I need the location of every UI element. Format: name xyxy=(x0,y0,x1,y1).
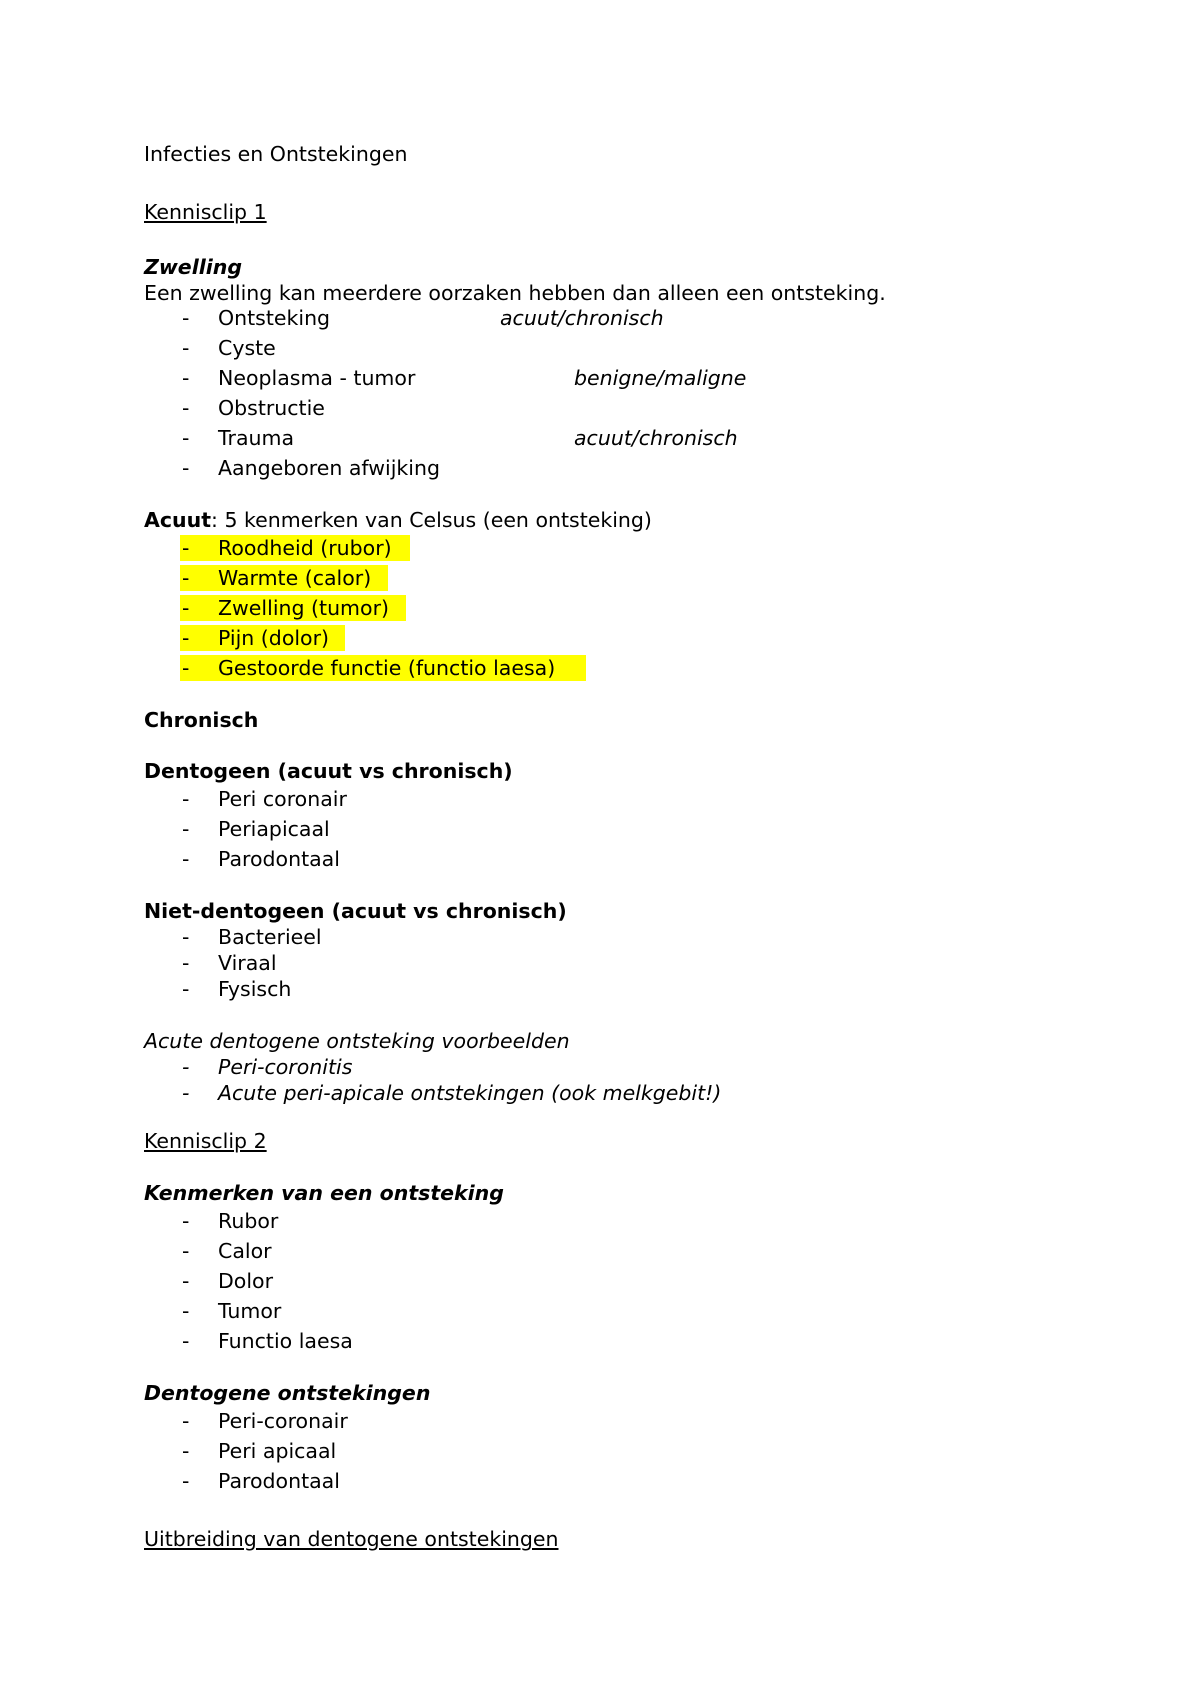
bullet-dash: - xyxy=(182,456,190,480)
bullet-dash: - xyxy=(182,925,190,949)
list-item: - Functio laesa xyxy=(144,1326,1064,1356)
acuut-heading-line xyxy=(144,507,1064,533)
section-heading-kennisclip-1: Kennisclip 1 xyxy=(144,200,267,224)
dentogeen-heading: Dentogeen (acuut vs chronisch) xyxy=(144,759,513,783)
item-note: acuut/chronisch xyxy=(574,426,738,450)
list-item: - Cyste xyxy=(144,333,1064,363)
list-item: - Parodontaal xyxy=(144,1466,1064,1496)
section-heading-uitbreiding: Uitbreiding van dentogene ontstekingen xyxy=(144,1527,559,1551)
niet-dentogeen-list xyxy=(144,924,1064,1002)
document-title: Infecties en Ontstekingen xyxy=(144,142,408,166)
list-item: - Calor xyxy=(144,1236,1064,1266)
list-item: - Peri coronair xyxy=(144,784,1064,814)
bullet-dash: - xyxy=(182,596,190,620)
list-item: - Peri-coronair xyxy=(144,1406,1064,1436)
bullet-dash: - xyxy=(182,626,190,650)
item-note: acuut/chronisch xyxy=(500,306,664,330)
bullet-dash: - xyxy=(182,1209,190,1233)
list-item: - Dolor xyxy=(144,1266,1064,1296)
acute-dentogene-list xyxy=(144,1054,1064,1106)
list-item: - Peri-coronitis xyxy=(182,1055,353,1079)
bullet-dash: - xyxy=(182,566,190,590)
bullet-dash: - xyxy=(182,847,190,871)
list-item: - Trauma acuut/chronisch xyxy=(144,423,1064,453)
bullet-dash: - xyxy=(182,306,190,330)
bullet-dash: - xyxy=(182,336,190,360)
acuut-list xyxy=(144,533,1064,683)
bullet-dash: - xyxy=(182,1269,190,1293)
acute-dentogene-heading: Acute dentogene ontsteking voorbeelden xyxy=(144,1029,570,1053)
chronisch-heading: Chronisch xyxy=(144,708,259,732)
kenmerken-heading: Kenmerken van een ontsteking xyxy=(144,1181,504,1205)
bullet-dash: - xyxy=(182,396,190,420)
bullet-dash: - xyxy=(182,787,190,811)
document-page xyxy=(144,144,1064,1552)
bullet-dash: - xyxy=(182,1409,190,1433)
list-item: - Acute peri-apicale ontstekingen (ook melkgebit!) xyxy=(182,1081,722,1105)
list-item: - Neoplasma - tumor benigne/maligne xyxy=(144,363,1064,393)
list-item: - Ontsteking acuut/chronisch xyxy=(144,303,1064,333)
list-item-highlighted: - Pijn (dolor) xyxy=(144,623,1064,653)
acuut-heading-rest: : 5 kenmerken van Celsus (een ontsteking) xyxy=(211,508,652,532)
bullet-dash: - xyxy=(182,1081,190,1105)
dentogene-heading: Dentogene ontstekingen xyxy=(144,1381,431,1405)
bullet-dash: - xyxy=(182,1329,190,1353)
list-item: - Obstructie xyxy=(144,393,1064,423)
list-item: - Viraal xyxy=(182,951,277,975)
bullet-dash: - xyxy=(182,1239,190,1263)
list-item: - Fysisch xyxy=(182,977,292,1001)
acuut-heading: Acuut xyxy=(144,508,212,532)
dentogeen-list xyxy=(144,784,1064,874)
list-item: - Parodontaal xyxy=(144,844,1064,874)
zwelling-intro: Een zwelling kan meerdere oorzaken hebben dan alleen een ontsteking. xyxy=(144,281,886,305)
section-heading-kennisclip-2: Kennisclip 2 xyxy=(144,1129,267,1153)
kenmerken-list xyxy=(144,1206,1064,1356)
list-item-highlighted: - Warmte (calor) xyxy=(144,563,1064,593)
zwelling-list xyxy=(144,303,1064,483)
list-item-highlighted: - Zwelling (tumor) xyxy=(144,593,1064,623)
item-note: benigne/maligne xyxy=(574,366,747,390)
list-item: - Peri apicaal xyxy=(144,1436,1064,1466)
bullet-dash: - xyxy=(182,817,190,841)
list-item: - Rubor xyxy=(144,1206,1064,1236)
list-item: - Tumor xyxy=(144,1296,1064,1326)
bullet-dash: - xyxy=(182,536,190,560)
bullet-dash: - xyxy=(182,1469,190,1493)
dentogene-list xyxy=(144,1406,1064,1496)
list-item: - Bacterieel xyxy=(182,925,322,949)
bullet-dash: - xyxy=(182,1055,190,1079)
list-item-highlighted: - Roodheid (rubor) xyxy=(144,533,1064,563)
zwelling-heading: Zwelling xyxy=(144,255,243,279)
list-item-highlighted: - Gestoorde functie (functio laesa) xyxy=(144,653,1064,683)
bullet-dash: - xyxy=(182,951,190,975)
list-item: - Periapicaal xyxy=(144,814,1064,844)
bullet-dash: - xyxy=(182,656,190,680)
bullet-dash: - xyxy=(182,1299,190,1323)
list-item: - Aangeboren afwijking xyxy=(144,453,1064,483)
niet-dentogeen-heading: Niet-dentogeen (acuut vs chronisch) xyxy=(144,899,567,923)
bullet-dash: - xyxy=(182,426,190,450)
bullet-dash: - xyxy=(182,977,190,1001)
bullet-dash: - xyxy=(182,366,190,390)
bullet-dash: - xyxy=(182,1439,190,1463)
